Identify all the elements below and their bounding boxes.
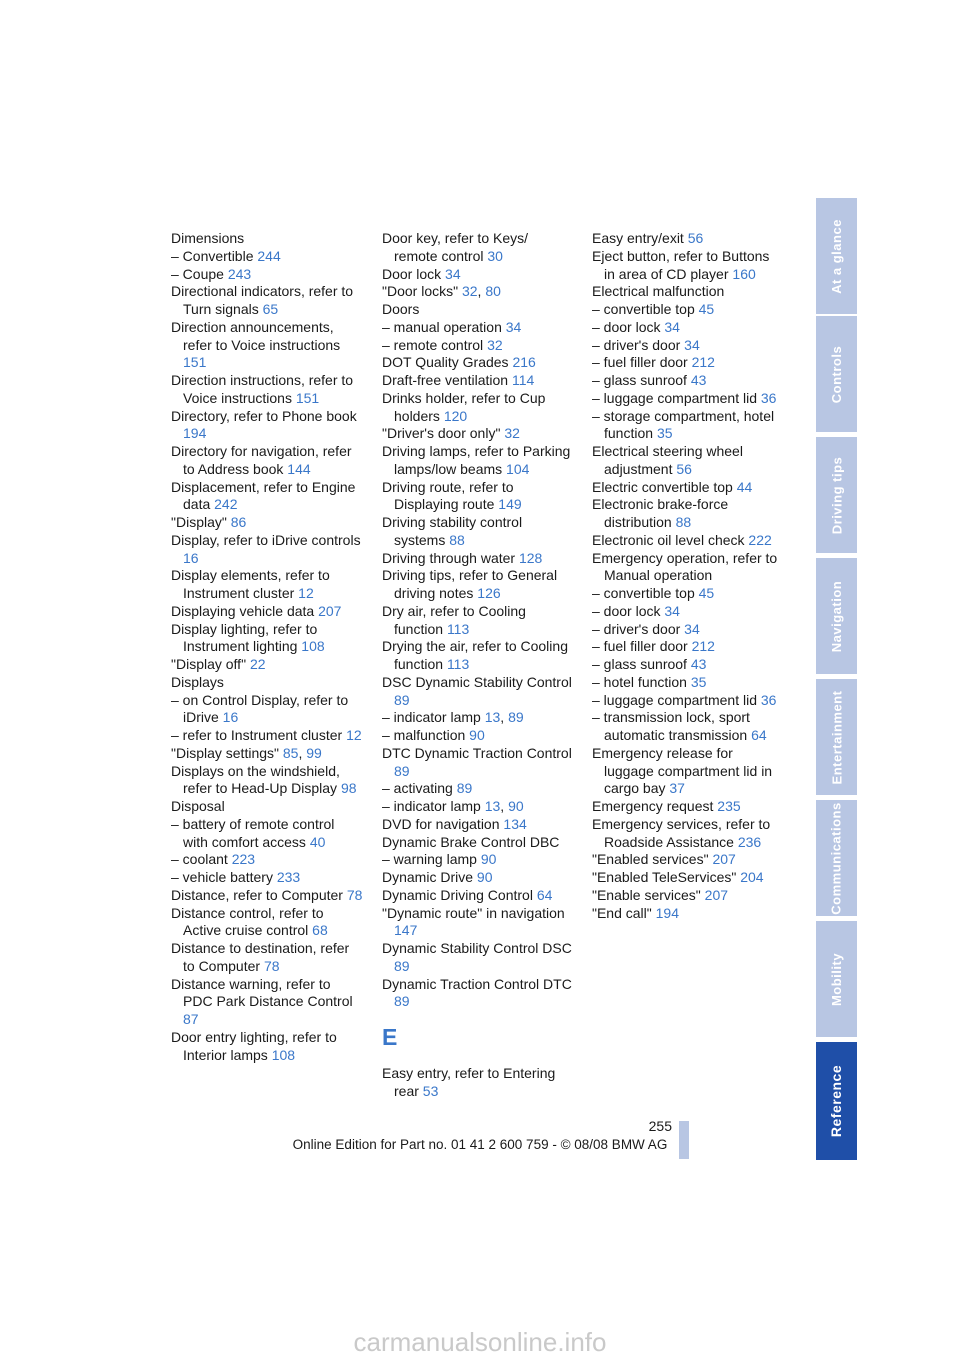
page-link[interactable]: 64	[536, 886, 553, 903]
index-entry	[592, 479, 784, 497]
page-link[interactable]: 35	[690, 673, 707, 690]
index-entry-text: "Display off"	[171, 656, 250, 672]
page-link[interactable]: 36	[760, 691, 777, 708]
index-entry-text: Distance, refer to Computer	[171, 886, 347, 903]
page-link[interactable]: 108	[301, 638, 325, 655]
index-entry-text: – malfunction	[382, 727, 470, 743]
index-entry	[382, 319, 574, 337]
page-link[interactable]: 207	[318, 602, 342, 619]
page-link[interactable]: 16	[183, 549, 199, 566]
index-entry	[592, 443, 784, 479]
index-entry-text: Driving through water	[382, 549, 519, 566]
page-link[interactable]: 243	[227, 265, 252, 282]
page-link[interactable]: 222	[748, 531, 772, 548]
page-number: 255	[648, 1118, 672, 1134]
index-entry	[171, 816, 363, 852]
page-link[interactable]: 120	[443, 407, 468, 424]
page-link[interactable]: 149	[498, 496, 522, 513]
index-entry	[382, 337, 574, 355]
index-entry	[382, 354, 574, 372]
index-entry-text: Direction instructions, refer to Voice instructions	[171, 372, 354, 406]
page-link[interactable]: 113	[446, 656, 470, 672]
index-entry	[382, 390, 574, 426]
chapter-tab-controls[interactable]	[816, 316, 857, 432]
index-entry	[171, 443, 363, 479]
page-link[interactable]: 34	[684, 336, 700, 353]
index-entry	[592, 745, 784, 798]
index-entry	[592, 905, 784, 923]
index-entry-text: DSC Dynamic Stability Control	[382, 673, 572, 690]
index-entry-text: Disposal	[171, 798, 225, 814]
index-entry	[382, 834, 574, 852]
page-link[interactable]: 78	[263, 957, 280, 974]
index-entry	[382, 869, 574, 887]
index-entry-text: – luggage compartment lid	[592, 389, 761, 406]
chapter-tab-label: Controls	[829, 345, 845, 403]
index-entry	[171, 727, 363, 745]
index-entry-text: – luggage compartment lid	[592, 691, 761, 708]
page-link[interactable]: 35	[656, 425, 673, 442]
index-entry	[592, 337, 784, 355]
index-entry	[382, 372, 574, 390]
page-link[interactable]: 56	[687, 230, 704, 246]
index-entry-text: Dynamic Drive	[382, 869, 477, 885]
index-entry	[592, 301, 784, 319]
section-letter: E	[382, 1024, 398, 1050]
index-entry	[382, 514, 574, 550]
index-entry-text: – hotel function	[592, 673, 691, 690]
index-entry-text: – indicator lamp	[382, 709, 485, 726]
index-entry	[382, 1065, 574, 1101]
index-entry-text: – transmission lock, sport automatic transmission	[592, 709, 752, 743]
index-entry	[382, 567, 574, 603]
page-link[interactable]: 212	[691, 638, 715, 655]
index-entry-text: Easy entry/exit	[592, 230, 688, 246]
page-link[interactable]: 56	[676, 460, 692, 477]
page-link[interactable]: 151	[295, 389, 320, 406]
index-entry-text: – battery of remote control with comfort access	[171, 815, 335, 850]
page-link[interactable]: 90	[480, 851, 497, 868]
index-entry	[171, 656, 363, 674]
index-entry	[171, 514, 363, 532]
page-link[interactable]: 87	[183, 1011, 199, 1027]
page-link[interactable]: 89	[508, 709, 524, 726]
index-entry-text: – fuel filler door	[592, 638, 692, 655]
index-entry	[171, 372, 363, 408]
index-entry	[171, 887, 363, 905]
index-entry-text: – driver's door	[592, 336, 685, 353]
index-entry	[382, 816, 574, 834]
index-entry-text: Distance to destination, refer to Computer	[171, 940, 350, 974]
index-entry	[382, 727, 574, 745]
page-link[interactable]: 108	[271, 1046, 296, 1063]
index-entry-text: "Enabled TeleServices"	[592, 869, 741, 885]
index-entry	[171, 479, 363, 515]
index-entry-text: "Enabled services"	[592, 851, 713, 868]
index-entry-text: Driving stability control systems	[382, 514, 523, 548]
page-link[interactable]: 32	[504, 425, 520, 442]
index-entry	[171, 905, 363, 941]
index-entry	[171, 1029, 363, 1065]
index-entry	[592, 372, 784, 390]
index-entry-text: – remote control	[382, 336, 488, 353]
index-entry	[382, 603, 574, 639]
index-entry-text: Eject button, refer to Buttons in area of CD player	[592, 247, 770, 282]
page-link[interactable]: 65	[262, 301, 279, 317]
index-entry-text: "Door locks"	[382, 283, 462, 300]
index-entry	[382, 425, 574, 443]
page-link[interactable]: 43	[690, 656, 707, 672]
chapter-tab-label: Reference	[828, 1064, 845, 1138]
index-entry-text: Display lighting, refer to Instrument lighting	[171, 620, 318, 655]
index-entry	[592, 532, 784, 550]
index-entry-text: – storage compartment, hotel function	[592, 407, 775, 442]
page-link[interactable]: 242	[214, 496, 238, 513]
index-entry	[592, 248, 784, 284]
index-entry	[382, 674, 574, 710]
chapter-tab-label: Mobility	[829, 952, 845, 1006]
chapter-tab-mobility[interactable]	[816, 921, 857, 1037]
index-entry-text: – driver's door	[592, 620, 685, 637]
page-link[interactable]: 45	[698, 585, 715, 601]
index-entry	[592, 230, 784, 248]
page-link[interactable]: 89	[394, 957, 410, 974]
index-entry-text: – Coupe	[171, 265, 228, 282]
page-link[interactable]: 85	[282, 744, 299, 761]
chapter-tab-label: At a glance	[829, 218, 845, 294]
page-link[interactable]: 80	[485, 283, 501, 300]
index-entry	[171, 763, 363, 799]
index-entry	[382, 550, 574, 568]
page-link[interactable]: 13	[484, 798, 501, 814]
index-entry-text: – convertible top	[592, 301, 699, 317]
index-entry	[171, 603, 363, 621]
index-entry	[592, 709, 784, 745]
index-entry-text: – manual operation	[382, 318, 506, 335]
index-entry-text: Distance warning, refer to PDC Park Distance Control	[171, 975, 353, 1010]
page-link[interactable]: 204	[740, 869, 764, 885]
index-entry	[592, 851, 784, 869]
page-link[interactable]: 194	[655, 904, 679, 921]
index-entry	[592, 798, 784, 816]
index-entry-text: Dynamic Driving Control	[382, 886, 537, 903]
index-entry-text: "Display"	[171, 514, 231, 530]
index-entry	[171, 532, 363, 568]
index-column-2	[382, 230, 574, 1101]
index-entry-text: Emergency release for luggage compartment lid in cargo bay	[592, 744, 773, 797]
index-entry-text: Display elements, refer to Instrument cluster	[171, 567, 330, 601]
page-link[interactable]: 233	[276, 869, 301, 885]
index-entry-text: Electrical malfunction	[592, 283, 725, 300]
page-link[interactable]: 144	[287, 460, 311, 477]
index-entry-text: DVD for navigation	[382, 815, 504, 832]
index-entry	[382, 940, 574, 976]
index-entry-text: Electronic brake-force distribution	[592, 496, 729, 530]
page-link[interactable]: 16	[222, 709, 239, 726]
index-entry-text: Driving lamps, refer to Parking lamps/low beams	[382, 443, 571, 477]
index-entry	[592, 319, 784, 337]
index-entry	[171, 621, 363, 657]
index-entry-text: Electrical steering wheel adjustment	[592, 443, 743, 477]
index-entry-text: "Enable services"	[592, 886, 705, 903]
page-link[interactable]: 89	[394, 993, 410, 1010]
page-link[interactable]: 64	[751, 727, 767, 743]
index-entry	[382, 301, 574, 319]
chapter-tab-bar	[816, 198, 857, 1160]
page-link[interactable]: 89	[394, 762, 410, 779]
page-link[interactable]: 22	[249, 656, 266, 672]
page-link[interactable]: 244	[257, 247, 281, 264]
page-link[interactable]: 89	[456, 780, 473, 797]
page-link[interactable]: 151	[183, 354, 207, 371]
index-entry	[592, 354, 784, 372]
page-link[interactable]: 235	[717, 798, 741, 814]
index-entry-text: – vehicle battery	[171, 869, 277, 885]
page-link[interactable]: 34	[664, 602, 680, 619]
index-entry	[171, 976, 363, 1029]
index-entry-text: Drinks holder, refer to Cup holders	[382, 389, 546, 424]
index-entry	[592, 408, 784, 444]
index-column-1	[171, 230, 363, 1064]
page-link[interactable]: 53	[422, 1082, 439, 1099]
chapter-tab-label: Communications	[829, 801, 844, 915]
index-entry	[592, 656, 784, 674]
page-link[interactable]: 223	[231, 851, 256, 868]
index-entry	[382, 266, 574, 284]
index-entry	[592, 674, 784, 692]
index-column-3	[592, 230, 784, 922]
index-entry: – indicator lamp 13, 89	[382, 709, 524, 726]
index-entry-text: Electric convertible top	[592, 478, 737, 495]
index-entry-text: Doors	[382, 301, 420, 317]
index-entry-text: Emergency services, refer to Roadside Assistance	[592, 815, 771, 850]
footer-edition-note: Online Edition for Part no. 01 41 2 600 759 - © 08/08 BMW AG	[292, 1137, 668, 1152]
index-entry	[592, 390, 784, 408]
page-link[interactable]: 104	[506, 460, 530, 477]
page-link[interactable]: 98	[340, 780, 357, 797]
index-entry-text: Dynamic Stability Control DSC	[382, 940, 572, 956]
index-entry-text: Dynamic Brake Control DBC	[382, 833, 560, 850]
index-entry-text: "Display settings"	[171, 744, 283, 761]
index-entry	[592, 692, 784, 710]
index-entry-text: Emergency request	[592, 798, 718, 814]
index-entry-text: Directory, refer to Phone book	[171, 407, 357, 424]
page-link[interactable]: 160	[732, 265, 756, 282]
index-entry-text: DOT Quality Grades	[382, 354, 513, 371]
index-entry	[171, 319, 363, 372]
index-entry: "Display settings" 85, 99	[171, 744, 322, 761]
page-link[interactable]: 43	[690, 372, 707, 388]
index-entry-text: Drying the air, refer to Cooling function	[382, 638, 568, 672]
index-entry-text: Driving route, refer to Displaying route	[382, 478, 514, 513]
index-entry	[382, 443, 574, 479]
index-entry-text: Door lock	[382, 265, 446, 282]
index-entry	[171, 692, 363, 728]
page-link[interactable]: 40	[309, 833, 326, 850]
index-entry-text: – coolant	[171, 851, 232, 868]
index-entry	[592, 550, 784, 586]
index-entry-text: – fuel filler door	[592, 354, 692, 371]
chapter-tab-communications[interactable]	[816, 800, 857, 916]
index-entry	[171, 266, 363, 284]
index-entry	[382, 780, 574, 798]
page-link[interactable]: 236	[737, 833, 762, 850]
index-entry-text: Electronic oil level check	[592, 531, 749, 548]
page-link[interactable]: 207	[712, 851, 736, 868]
index-entry-text: – refer to Instrument cluster	[171, 727, 347, 743]
page-link[interactable]: 88	[449, 531, 465, 548]
index-entry-text: – door lock	[592, 318, 665, 335]
page-link[interactable]: 216	[512, 354, 536, 371]
index-entry	[592, 638, 784, 656]
page-link[interactable]: 86	[230, 514, 247, 530]
page-link[interactable]: 89	[394, 691, 410, 708]
index-entry-text: Display, refer to iDrive controls	[171, 531, 361, 548]
index-entry	[592, 496, 784, 532]
index-entry-text: Displays	[171, 673, 224, 690]
index-entry	[171, 567, 363, 603]
index-entry-text: Distance control, refer to Active cruise control	[171, 904, 324, 939]
page-link[interactable]: 37	[669, 780, 685, 797]
index-entry-text: – Convertible	[171, 247, 258, 264]
index-entry	[592, 816, 784, 852]
index-entry	[171, 230, 363, 248]
chapter-tab-label: Driving tips	[829, 456, 845, 534]
page-link[interactable]: 114	[511, 372, 535, 388]
index-entry	[592, 887, 784, 905]
page-link[interactable]: 32	[461, 283, 478, 300]
index-entry	[171, 869, 363, 887]
index-entry-text: – convertible top	[592, 585, 699, 601]
index-entry-text: Dry air, refer to Cooling function	[382, 602, 526, 637]
index-entry: – indicator lamp 13, 90	[382, 798, 524, 814]
index-entry-text: Easy entry, refer to Entering rear	[382, 1065, 556, 1099]
index-entry-text: – glass sunroof	[592, 656, 691, 672]
page-link[interactable]: 90	[476, 869, 493, 885]
page-link[interactable]: 32	[487, 336, 503, 353]
index-entry-text: – door lock	[592, 602, 665, 619]
index-entry-text: Emergency operation, refer to Manual operation	[592, 549, 778, 584]
page-link[interactable]: 113	[446, 620, 470, 637]
index-entry	[592, 603, 784, 621]
index-entry	[592, 283, 784, 301]
index-entry-text: – indicator lamp	[382, 798, 485, 814]
index-entry	[382, 638, 574, 674]
index-entry-text: – warning lamp	[382, 851, 481, 868]
index-entry-text: Draft-free ventilation	[382, 372, 512, 388]
page-link[interactable]: 78	[346, 886, 363, 903]
index-entry-text: Door key, refer to Keys/ remote control	[382, 230, 529, 264]
index-entry-text: Directory for navigation, refer to Address book	[171, 443, 352, 477]
index-entry-text: Direction announcements, refer to Voice instructions	[171, 318, 341, 353]
index-entry	[592, 621, 784, 639]
index-entry	[382, 230, 574, 266]
page-link[interactable]: 34	[505, 318, 522, 335]
page-link[interactable]: 207	[704, 886, 729, 903]
index-entry-text: Displaying vehicle data	[171, 602, 319, 619]
page-link[interactable]: 12	[346, 727, 362, 743]
page-link[interactable]: 134	[503, 815, 527, 832]
chapter-tab-label: Navigation	[829, 580, 844, 652]
chapter-tab-entertainment[interactable]	[816, 679, 857, 795]
index-entry-text: Driving tips, refer to General driving notes	[382, 567, 558, 601]
page-link[interactable]: 34	[664, 318, 680, 335]
page-link[interactable]: 90	[508, 798, 524, 814]
index-entry	[592, 585, 784, 603]
page-link[interactable]: 212	[691, 354, 715, 371]
chapter-tab-label: Entertainment	[829, 690, 844, 784]
index-entry-text: "End call"	[592, 904, 656, 921]
index-entry-text: "Dynamic route" in navigation	[382, 904, 565, 921]
page-link[interactable]: 90	[469, 727, 485, 743]
chapter-tab-at-a-glance[interactable]	[816, 198, 857, 314]
index-entry	[171, 248, 363, 266]
index-entry-text: Directional indicators, refer to Turn signals	[171, 283, 354, 317]
page-link[interactable]: 36	[760, 389, 777, 406]
index-entry	[382, 479, 574, 515]
index-entry-text: – glass sunroof	[592, 372, 691, 388]
page-link[interactable]: 194	[183, 425, 207, 442]
index-entry-text: – on Control Display, refer to iDrive	[171, 691, 349, 726]
index-entry-text: "Driver's door only"	[382, 425, 505, 442]
index-entry	[382, 976, 574, 1012]
index-entry	[171, 798, 363, 816]
index-entry-text: – activating	[382, 780, 457, 797]
index-entry	[382, 745, 574, 781]
index-entry	[592, 869, 784, 887]
page-link[interactable]: 44	[736, 478, 753, 495]
page-link[interactable]: 34	[445, 265, 461, 282]
page-link[interactable]: 12	[298, 585, 314, 601]
page-link[interactable]: 126	[477, 585, 501, 601]
index-entry-text: Dynamic Traction Control DTC	[382, 975, 572, 992]
page-link[interactable]: 13	[484, 709, 501, 726]
page-link[interactable]: 68	[312, 922, 328, 939]
page-link[interactable]: 99	[306, 744, 322, 761]
watermark: carmanualsonline.info	[353, 1327, 607, 1357]
index-entry	[171, 851, 363, 869]
page-link[interactable]: 30	[487, 247, 503, 264]
index-entry	[171, 674, 363, 692]
index-entry	[382, 851, 574, 869]
chapter-tab-navigation[interactable]	[816, 558, 857, 674]
index-entry-text: Displacement, refer to Engine data	[171, 478, 356, 513]
page-link[interactable]: 88	[675, 514, 692, 530]
page-link[interactable]: 128	[518, 549, 543, 566]
page-link[interactable]: 34	[684, 620, 700, 637]
index-entry-text: DTC Dynamic Traction Control	[382, 744, 572, 761]
page-link[interactable]: 147	[394, 922, 418, 939]
page-link[interactable]: 45	[698, 301, 715, 317]
chapter-tab-driving-tips[interactable]	[816, 437, 857, 553]
index-entry	[171, 283, 363, 319]
index-entry-text: Displays on the windshield, refer to Head-Up Display	[171, 762, 341, 797]
index-entry	[382, 887, 574, 905]
index-entry: "Door locks" 32, 80	[382, 283, 501, 300]
index-entry	[171, 940, 363, 976]
index-entry	[382, 905, 574, 941]
index-entry-text: Door entry lighting, refer to Interior lamps	[171, 1028, 337, 1063]
index-entry	[171, 408, 363, 444]
index-entry-text: Dimensions	[171, 230, 245, 246]
